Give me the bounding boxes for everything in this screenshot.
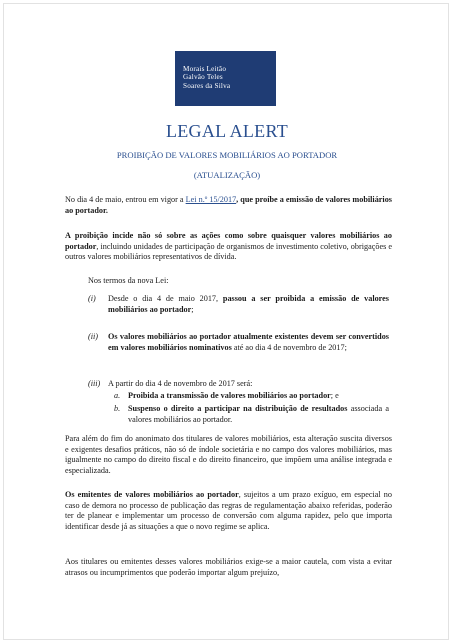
- logo-line-1: Morais Leitão: [183, 65, 227, 73]
- logo-line-2: Galvão Teles: [183, 73, 223, 82]
- paragraph-5-bold: Os emitentes de valores mobiliários ao portador: [65, 490, 239, 499]
- list-item-1-bold: passou a ser proibida a emissão de valores mobiliários ao portador: [108, 294, 389, 314]
- list-item-2-number: (ii): [88, 332, 99, 341]
- paragraph-4: Para além do fim do anonimato dos titulares de valores mobiliários, esta alteração suscita diversos e exigentes desafios práticos, não só de índole societária e no campo dos valores mobiliários, mas igualmente no campo do direito fiscal e do direito financeiro, que impõem uma análise integrada e especializada.: [65, 434, 392, 475]
- law-link[interactable]: Lei n.º 15/2017: [185, 195, 237, 204]
- paragraph-2-intro: A proibição incide não só sobre as ações como sobre quaisquer valores mobiliários ao portador: [65, 231, 392, 251]
- sub-item-b-tail: associada a valores mobiliários ao portador.: [128, 404, 389, 424]
- document-subtitle: PROIBIÇÃO DE VALORES MOBILIÁRIOS AO PORTADOR: [116, 150, 338, 160]
- paragraph-1-intro: No dia 4 de maio, entrou em vigor a: [65, 195, 186, 204]
- sub-item-b-bold: Suspenso o direito a participar na distribuição de resultados: [128, 404, 348, 413]
- paragraph-2: [65, 231, 392, 263]
- paragraph-2-rest: , incluindo unidades de participação de organismos de investimento coletivo, obrigações e outros valores mobiliários representativos de dívida.: [65, 241, 392, 262]
- paragraph-1-rest: , que proíbe a emissão de valores mobiliários ao portador.: [65, 195, 392, 215]
- document-title: LEGAL ALERT: [165, 121, 289, 141]
- list-item-3: A partir do dia 4 de novembro de 2017 será:: [108, 379, 253, 388]
- paragraph-5-rest: , sujeitos a um prazo exíguo, em especial no caso de demora no processo de publicação das regras de regulamentação abaixo referidas, poderão ter de planear e implementar um processo de conversão com alguma rapidez, pelo que importa identificar desde já as situações a que o novo regime se aplica.: [65, 490, 392, 531]
- list-item-2: [108, 332, 389, 353]
- sub-item-b: [128, 404, 389, 425]
- sub-item-b-letter: b.: [114, 404, 121, 413]
- list-item-3-number: (iii): [88, 379, 101, 388]
- sub-item-a: [128, 391, 389, 402]
- list-item-1-number: (i): [88, 294, 96, 303]
- sub-item-a-letter: a.: [114, 391, 121, 400]
- sub-item-a-tail: ; e: [330, 391, 339, 400]
- list-item-2-tail: até ao dia 4 de novembro de 2017;: [231, 342, 347, 352]
- list-item-1: [108, 294, 389, 315]
- logo-line-3: Soares da Silva: [183, 81, 231, 90]
- paragraph-3: Nos termos da nova Lei:: [88, 276, 169, 285]
- paragraph-1: [65, 195, 392, 216]
- sub-item-a-bold: Proibida a transmissão de valores mobiliários ao portador: [128, 391, 331, 400]
- document-update-label: (ATUALIZAÇÃO): [193, 170, 261, 180]
- list-item-1-tail: ;: [191, 304, 194, 314]
- list-item-1-plain: Desde o dia 4 de maio 2017,: [108, 294, 223, 303]
- paragraph-5: [65, 490, 392, 532]
- firm-logo: [175, 51, 276, 106]
- list-item-2-bold: Os valores mobiliários ao portador atualmente existentes devem ser convertidos em valores mobiliários nominativos: [108, 332, 389, 352]
- paragraph-6: Aos titulares ou emitentes desses valores mobiliários exige-se a maior cautela, com vista a evitar atrasos ou incumprimentos que poderão importar algum prejuízo,: [65, 557, 392, 577]
